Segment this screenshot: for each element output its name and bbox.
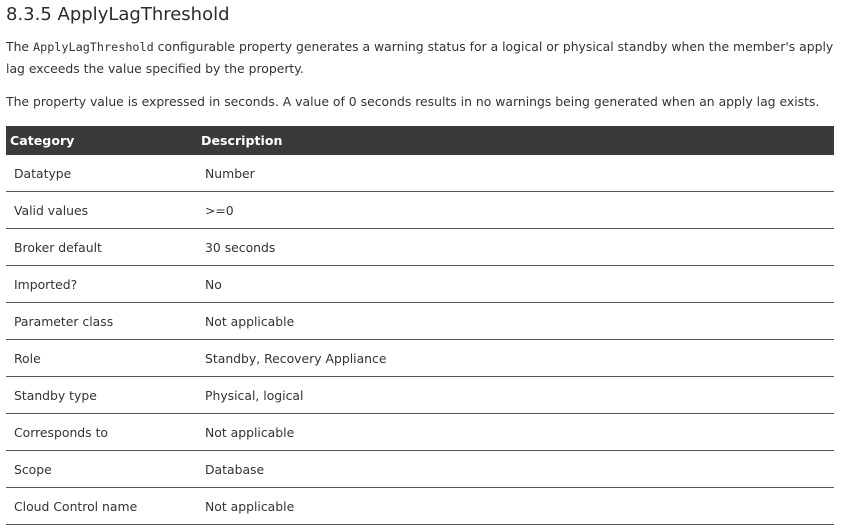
property-name-code: ApplyLagThreshold bbox=[32, 40, 154, 54]
table-row bbox=[6, 377, 834, 414]
row-category: Parameter class bbox=[6, 303, 201, 340]
row-category: Valid values bbox=[6, 192, 201, 229]
property-table bbox=[6, 126, 834, 525]
table-row bbox=[6, 451, 834, 488]
intro-suffix: configurable property generates a warning status for a logical or physical standby when the member's apply lag exceeds the value specified by the property. bbox=[6, 39, 834, 76]
table-row bbox=[6, 155, 834, 192]
row-category: Standby type bbox=[6, 377, 201, 414]
table-row bbox=[6, 266, 834, 303]
row-description: Not applicable bbox=[201, 488, 834, 525]
table-row bbox=[6, 303, 834, 340]
table-row bbox=[6, 414, 834, 451]
section-heading: 8.3.5 ApplyLagThreshold bbox=[6, 4, 230, 25]
row-description: Not applicable bbox=[201, 303, 834, 340]
header-description: Description bbox=[201, 126, 834, 155]
row-category: Broker default bbox=[6, 229, 201, 266]
row-description: 30 seconds bbox=[201, 229, 834, 266]
table-row bbox=[6, 229, 834, 266]
row-description: Physical, logical bbox=[201, 377, 834, 414]
table-row bbox=[6, 488, 834, 525]
documentation-section bbox=[6, 0, 834, 514]
table-row bbox=[6, 192, 834, 229]
row-category: Cloud Control name bbox=[6, 488, 201, 525]
row-category: Datatype bbox=[6, 155, 201, 192]
row-category: Scope bbox=[6, 451, 201, 488]
row-description: Database bbox=[201, 451, 834, 488]
row-description: Number bbox=[201, 155, 834, 192]
intro-prefix: The bbox=[6, 39, 33, 54]
row-description: >=0 bbox=[201, 192, 834, 229]
row-description: Not applicable bbox=[201, 414, 834, 451]
row-category: Role bbox=[6, 340, 201, 377]
row-category: Corresponds to bbox=[6, 414, 201, 451]
row-description: No bbox=[201, 266, 834, 303]
row-description: Standby, Recovery Appliance bbox=[201, 340, 834, 377]
intro-paragraph bbox=[6, 36, 834, 80]
note-paragraph: The property value is expressed in seconds. A value of 0 seconds results in no warnings being generated when an apply lag exists. bbox=[6, 94, 820, 109]
table-header-row bbox=[6, 126, 834, 155]
header-category: Category bbox=[6, 126, 201, 155]
row-category: Imported? bbox=[6, 266, 201, 303]
table-row bbox=[6, 340, 834, 377]
